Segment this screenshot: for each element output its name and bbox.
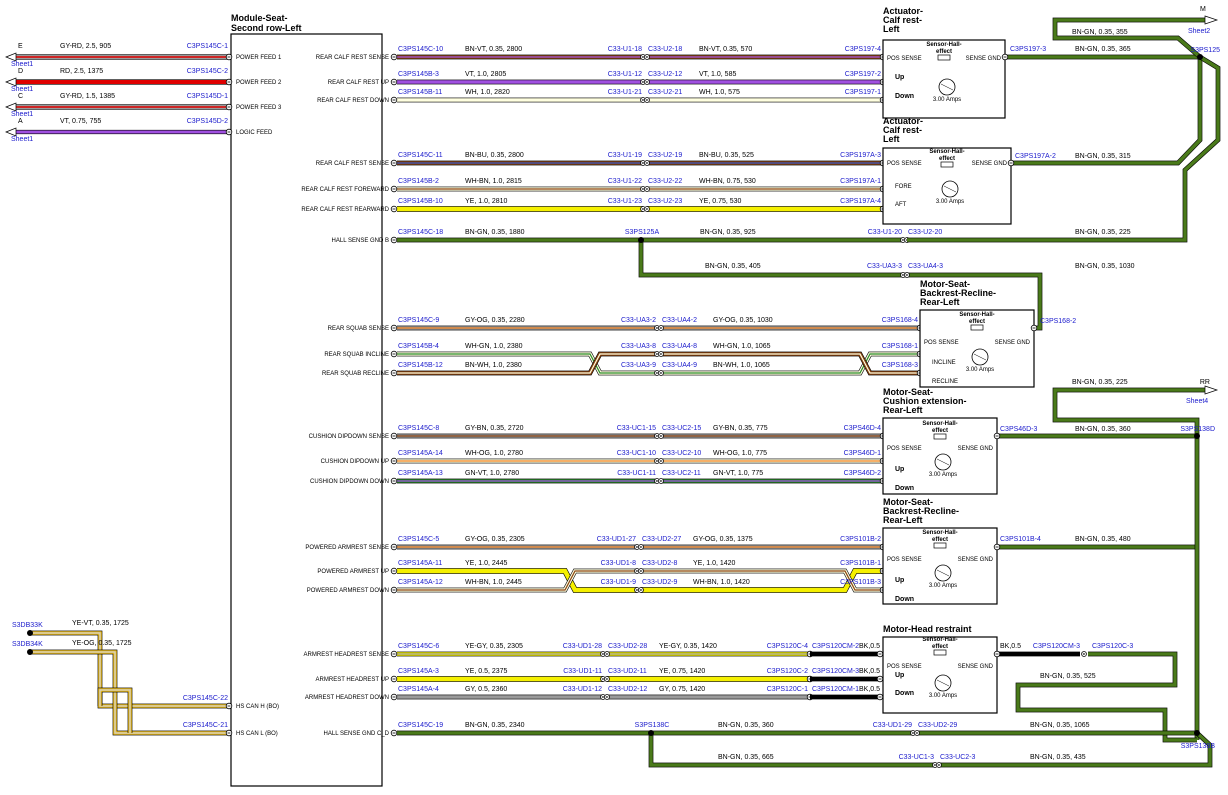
bk-wire-label: BK,0.5 <box>858 668 880 675</box>
pos-sense-label: POS SENSE <box>887 56 922 62</box>
splice-dot <box>27 630 33 636</box>
sensor-label: Sensor-Hall- <box>922 530 958 536</box>
wire-label: BN-GN, 0.35, 525 <box>1040 673 1096 680</box>
component-title: Actuator- <box>883 116 923 126</box>
component-title: Left <box>883 134 900 144</box>
start-connector: C3PS145C-6 <box>398 643 440 650</box>
module-box <box>231 34 382 786</box>
wire-label: WH-GN, 1.0, 2380 <box>465 343 523 350</box>
end-connector-2: C3PS120CM-1 <box>812 686 860 693</box>
motor-lead-label: INCLINE <box>932 360 956 366</box>
component-title: Motor-Seat- <box>883 497 933 507</box>
inline-connector-label: C33-U2-20 <box>908 229 943 236</box>
wire-label: WH-GN, 1.0, 1065 <box>713 343 771 350</box>
start-connector: C3PS145A-14 <box>398 450 443 457</box>
wire-label: YE, 0.75, 530 <box>699 198 742 205</box>
wire-label: BN-WH, 1.0, 1065 <box>713 362 770 369</box>
module-title-2: Second row-Left <box>231 23 302 33</box>
wire-label: BN-GN, 0.35, 480 <box>1075 536 1131 543</box>
motor-lead-label: Down <box>895 485 915 492</box>
motor-lead-label: Down <box>895 93 915 100</box>
wire-label: BN-BU, 0.35, 525 <box>699 152 754 159</box>
wire-label: WH-BN, 1.0, 2445 <box>465 579 522 586</box>
inline-connector-label: C33-U1-21 <box>607 89 642 96</box>
feed-wire-label: RD, 2.5, 1375 <box>60 68 104 75</box>
inline-connector-label: C33-U2-18 <box>648 46 683 53</box>
inline-connector-label: C33-UD2-29 <box>918 722 958 729</box>
motor-amps: 3.00 Amps <box>928 583 958 589</box>
inline-connector-label: C33-UC1-3 <box>898 754 934 761</box>
inline-connector-label: C33-UC1-10 <box>616 450 656 457</box>
hall-sensor-icon <box>934 650 946 655</box>
wire-label: WH-OG, 1.0, 775 <box>713 450 768 457</box>
inline-connector-label: C33-U1-20 <box>867 229 902 236</box>
wire-label: BN-GN, 0.35, 360 <box>718 722 774 729</box>
module-pin-label: REAR CALF REST REARWARD <box>301 207 389 213</box>
module-pin-label: POWER FEED 2 <box>236 80 282 86</box>
wire-label: BN-GN, 0.35, 925 <box>700 229 756 236</box>
sense-gnd-label: SENSE GND <box>957 446 993 452</box>
inline-connector-label: C33-UA4-2 <box>662 317 698 324</box>
pos-sense-label: POS SENSE <box>887 557 922 563</box>
wire-label: BN-GN, 0.35, 315 <box>1075 153 1131 160</box>
offsheet-sheet-link: Sheet2 <box>1188 28 1211 35</box>
inline-connector-label: C33-UC2-3 <box>940 754 976 761</box>
end-connector: C3PS168-3 <box>881 362 918 369</box>
module-pin-label: CUSHION DIPDOWN UP <box>320 459 389 465</box>
wire-label: GY-OG, 0.35, 2280 <box>465 317 525 324</box>
inline-connector-label: C33-UD1-29 <box>872 722 912 729</box>
splice-dot <box>1197 54 1203 60</box>
pos-sense-label: POS SENSE <box>887 446 922 452</box>
wire-label: YE-GY, 0.35, 1420 <box>659 643 717 650</box>
wire-label: YE-VT, 0.35, 1725 <box>72 620 129 627</box>
inline-connector-label: C33-U1-23 <box>607 198 642 205</box>
motor-amps: 3.00 Amps <box>928 693 958 699</box>
inline-connector-label: C33-U1-18 <box>607 46 642 53</box>
feed-letter: C <box>18 93 24 100</box>
component-title: Left <box>883 24 900 34</box>
end-connector: C3PS197A-3 <box>840 152 881 159</box>
inline-connector-label: C33-UD1-11 <box>563 668 602 675</box>
bk-wire-label: BK,0.5 <box>858 686 880 693</box>
motor-amps: 3.00 Amps <box>928 472 958 478</box>
wire-label: BN-GN, 0.35, 2340 <box>465 722 525 729</box>
sense-gnd-label: SENSE GND <box>957 664 993 670</box>
inline-connector-label: C33-UA3-2 <box>620 317 656 324</box>
sense-gnd-label: SENSE GND <box>965 56 1001 62</box>
module-pin-label: HS CAN H (BO) <box>236 704 280 710</box>
module-pin-label: REAR CALF REST SENSE <box>315 161 389 167</box>
motor-amps: 3.00 Amps <box>935 199 965 205</box>
end-connector: C3PS197-3 <box>1010 46 1047 53</box>
hall-sensor-icon <box>941 162 953 167</box>
feed-sheet-link: Sheet1 <box>11 111 34 118</box>
end-connector: C3PS101B-4 <box>1000 536 1041 543</box>
hall-sensor-icon <box>971 325 983 330</box>
module-pin-label: ARMREST HEADREST SENSE <box>303 652 389 658</box>
wire-label: GY, 0.5, 2360 <box>465 686 508 693</box>
wire-label: YE, 0.5, 2375 <box>465 668 508 675</box>
wire-label: GN-VT, 1.0, 2780 <box>465 470 520 477</box>
motor-lead-label: Up <box>895 466 905 473</box>
start-connector: C3PS145C-10 <box>398 46 444 53</box>
wire-label: WH, 1.0, 2820 <box>465 89 510 96</box>
start-connector: C3PS145B-10 <box>398 198 443 205</box>
start-connector: C3PS145C-8 <box>398 425 440 432</box>
inline-connector-label: C33-UD1-27 <box>596 536 636 543</box>
end-connector-2: C3PS120CM-2 <box>812 643 860 650</box>
splice-label: S3PS125 <box>1190 47 1220 54</box>
component-title: Backrest-Recline- <box>883 506 960 516</box>
motor-lead-label: FORE <box>895 184 912 190</box>
inline-connector-label: C33-UC2-11 <box>662 470 701 477</box>
start-connector: C3PS145A-4 <box>398 686 439 693</box>
component-title: Motor-Seat- <box>920 279 970 289</box>
offsheet-letter: M <box>1200 6 1206 13</box>
feed-connector: C3PS145C-1 <box>186 43 228 50</box>
wire-label: BN-GN, 0.35, 1065 <box>1030 722 1090 729</box>
wire-label: VT, 1.0, 585 <box>699 71 737 78</box>
feed-letter: E <box>18 43 23 50</box>
feed-wire-label: GY-RD, 1.5, 1385 <box>60 93 115 100</box>
end-connector: C3PS101B-3 <box>840 579 881 586</box>
offsheet-arrow <box>6 53 16 61</box>
sensor-label: Sensor-Hall- <box>926 42 962 48</box>
wire-label: GY-OG, 0.35, 1030 <box>713 317 773 324</box>
end-connector: C3PS197-1 <box>844 89 881 96</box>
wire-label: BN-GN, 0.35, 1880 <box>465 229 525 236</box>
start-connector: C3PS145C-11 <box>398 152 443 159</box>
feed-sheet-link: Sheet1 <box>11 61 34 68</box>
inline-connector-label: C33-UC1-11 <box>617 470 656 477</box>
start-connector: C3PS145C-5 <box>398 536 440 543</box>
inline-connector-label: C33-U2-21 <box>648 89 683 96</box>
feed-connector: C3PS145D-2 <box>186 118 228 125</box>
module-pin-label: ARMREST HEADREST DOWN <box>304 695 389 701</box>
wire-label: BN-GN, 0.35, 405 <box>705 263 761 270</box>
splice-label: S3DB33K <box>12 622 43 629</box>
component-title: Rear-Left <box>883 515 923 525</box>
module-pin-label: CUSHION DIPDOWN DOWN <box>310 479 389 485</box>
component-title: Motor-Head restraint <box>883 624 972 634</box>
hall-sensor-icon <box>934 434 946 439</box>
wire-label: BN-GN, 0.35, 365 <box>1075 46 1131 53</box>
end-connector: C3PS197A-1 <box>840 178 881 185</box>
inline-connector-label: C33-UA3-3 <box>866 263 902 270</box>
component-title: Calf rest- <box>883 125 923 135</box>
module-pin-label: HALL SENSE GND C_D <box>323 731 389 737</box>
start-connector: C3PS145C-22 <box>182 695 228 702</box>
wire-label: BN-VT, 0.35, 2800 <box>465 46 523 53</box>
module-pin-label: CUSHION DIPDOWN SENSE <box>308 434 389 440</box>
splice-dot <box>648 730 654 736</box>
module-title: Module-Seat- <box>231 13 288 23</box>
end-connector: C3PS101B-2 <box>840 536 881 543</box>
offsheet-arrow <box>1205 16 1217 24</box>
end-connector: C3PS168-2 <box>1040 318 1077 325</box>
end-connector: C3PS197A-4 <box>840 198 881 205</box>
splice-label: S3DB34K <box>12 641 43 648</box>
ground-wire-outline <box>1011 57 1200 163</box>
wire-label: YE-OG, 0.35, 1725 <box>72 640 132 647</box>
wire-label: WH-OG, 1.0, 2780 <box>465 450 523 457</box>
wire-label: YE, 1.0, 2445 <box>465 560 508 567</box>
inline-connector-label: C33-UD1-12 <box>562 686 602 693</box>
component-title: Motor-Seat- <box>883 387 933 397</box>
end-connector: C3PS120C-3 <box>1092 643 1134 650</box>
inline-connector-label: C33-UD2-9 <box>642 579 678 586</box>
motor-lead-label: Up <box>895 672 905 679</box>
motor-lead-label: Up <box>895 577 905 584</box>
offsheet-arrow <box>6 128 16 136</box>
feed-sheet-link: Sheet1 <box>11 86 34 93</box>
feed-connector: C3PS145D-1 <box>186 93 228 100</box>
offsheet-arrow <box>6 78 16 86</box>
module-pin-label: REAR CALF REST SENSE <box>315 55 389 61</box>
end-connector: C3PS120CM-3 <box>1032 643 1080 650</box>
end-connector: C3PS168-1 <box>881 343 918 350</box>
hall-sensor-icon <box>934 543 946 548</box>
inline-connector-label: C33-UC2-10 <box>662 450 702 457</box>
wire-label: YE, 1.0, 1420 <box>693 560 736 567</box>
module-pin-label: POWER FEED 3 <box>236 105 282 111</box>
module-pin-label: POWERED ARMREST SENSE <box>305 545 389 551</box>
inline-connector-label: C33-UD2-27 <box>642 536 682 543</box>
module-pin-label: REAR SQUAB RECLINE <box>321 371 389 377</box>
splice-dot <box>1194 730 1200 736</box>
module-pin-label: REAR CALF REST FOREWARD <box>301 187 389 193</box>
wire-label: BN-GN, 0.35, 360 <box>1075 426 1131 433</box>
inline-connector-label: C33-UD2-11 <box>608 668 647 675</box>
wire-label: BN-GN, 0.35, 225 <box>1075 229 1131 236</box>
module-pin-label: HS CAN L (BO) <box>236 731 278 737</box>
sensor-label: effect <box>931 428 949 434</box>
wire-label: WH-BN, 1.0, 1420 <box>693 579 750 586</box>
module-pin-label: REAR CALF REST UP <box>327 80 389 86</box>
feed-wire-label: VT, 0.75, 755 <box>60 118 102 125</box>
feed-sheet-link: Sheet1 <box>11 136 34 143</box>
inline-connector-label: C33-U1-19 <box>607 152 642 159</box>
motor-lead-label: Up <box>895 74 905 81</box>
motor-lead-label: Down <box>895 596 915 603</box>
end-connector: C3PS120C-2 <box>766 668 808 675</box>
inline-connector-label: C33-UD1-9 <box>600 579 636 586</box>
sensor-label: effect <box>931 644 949 650</box>
inline-connector-label: C33-U1-22 <box>607 178 642 185</box>
wire-label: WH, 1.0, 575 <box>699 89 740 96</box>
splice-label: S3PS125A <box>624 229 660 236</box>
inline-connector-label: C33-UA3-8 <box>620 343 656 350</box>
sense-gnd-label: SENSE GND <box>971 161 1007 167</box>
wire-label: GY-OG, 0.35, 2305 <box>465 536 525 543</box>
offsheet-sheet-link: Sheet4 <box>1186 398 1209 405</box>
ground-wire-outline <box>651 733 935 765</box>
module-pin-label: HALL SENSE GND B <box>331 238 389 244</box>
wire-label: BN-BU, 0.35, 2800 <box>465 152 524 159</box>
sense-gnd-label: SENSE GND <box>994 340 1030 346</box>
start-connector: C3PS145A-3 <box>398 668 439 675</box>
component-title: Calf rest- <box>883 15 923 25</box>
sensor-label: effect <box>935 49 953 55</box>
inline-connector-label: C33-U1-12 <box>607 71 642 78</box>
inline-connector-label: C33-U2-19 <box>648 152 683 159</box>
bk-wire-label: BK,0.5 <box>858 643 880 650</box>
sensor-label: effect <box>931 537 949 543</box>
wire-label: GY, 0.75, 1420 <box>659 686 706 693</box>
start-connector: C3PS145B-11 <box>398 89 443 96</box>
start-connector: C3PS145C-9 <box>398 317 440 324</box>
module-pin-label: POWERED ARMREST DOWN <box>306 588 389 594</box>
end-connector: C3PS46D-2 <box>843 470 881 477</box>
offsheet-arrow <box>6 103 16 111</box>
start-connector: C3PS145A-13 <box>398 470 443 477</box>
inline-connector-label: C33-UD2-8 <box>642 560 678 567</box>
module-pin-label: POWERED ARMREST UP <box>317 569 389 575</box>
inline-connector-label: C33-UA4-9 <box>662 362 698 369</box>
inline-connector-label: C33-U2-12 <box>648 71 683 78</box>
sensor-label: Sensor-Hall- <box>929 149 965 155</box>
feed-connector: C3PS145C-2 <box>186 68 228 75</box>
component-title: Backrest-Recline- <box>920 288 997 298</box>
wire-label: YE, 0.75, 1420 <box>659 668 706 675</box>
wire-label: GY-BN, 0.35, 775 <box>713 425 768 432</box>
module-pin-label: REAR SQUAB SENSE <box>327 326 389 332</box>
wire-label: WH-BN, 0.75, 530 <box>699 178 756 185</box>
motor-amps: 3.00 Amps <box>965 367 995 373</box>
end-connector: C3PS120C-4 <box>766 643 808 650</box>
bk-wire-label: BK,0.5 <box>1000 643 1022 650</box>
ground-wire <box>651 733 935 765</box>
splice-dot <box>638 237 644 243</box>
sense-gnd-label: SENSE GND <box>957 557 993 563</box>
component-title: Cushion extension- <box>883 396 967 406</box>
end-connector: C3PS46D-3 <box>1000 426 1038 433</box>
wire-label: WH-BN, 1.0, 2815 <box>465 178 522 185</box>
sensor-label: Sensor-Hall- <box>922 637 958 643</box>
module-pin-label: REAR SQUAB INCLINE <box>324 352 389 358</box>
end-connector: C3PS46D-1 <box>843 450 881 457</box>
end-connector: C3PS120C-1 <box>766 686 808 693</box>
start-connector: C3PS145B-12 <box>398 362 443 369</box>
component-title: Rear-Left <box>883 405 923 415</box>
end-connector: C3PS197A-2 <box>1015 153 1056 160</box>
ground-wire <box>1011 57 1200 163</box>
wire-label: YE-GY, 0.35, 2305 <box>465 643 523 650</box>
end-connector: C3PS168-4 <box>881 317 918 324</box>
wire-label: BN-GN, 0.35, 1030 <box>1075 263 1135 270</box>
end-connector: C3PS197-2 <box>844 71 881 78</box>
splice-dot <box>1194 433 1200 439</box>
wire-label: GY-BN, 0.35, 2720 <box>465 425 524 432</box>
component-title: Actuator- <box>883 6 923 16</box>
pos-sense-label: POS SENSE <box>887 664 922 670</box>
module-pin-label: LOGIC FEED <box>236 130 273 136</box>
sensor-label: effect <box>968 319 986 325</box>
splice-label: S3PS138B <box>1180 743 1215 750</box>
end-connector: C3PS46D-4 <box>843 425 881 432</box>
splice-dot <box>27 649 33 655</box>
inline-connector-label: C33-UA4-8 <box>662 343 698 350</box>
start-connector: C3PS145C-19 <box>398 722 444 729</box>
inline-connector-label: C33-UA4-3 <box>908 263 944 270</box>
wire-label: BN-WH, 1.0, 2380 <box>465 362 522 369</box>
inline-connector-label: C33-UD2-28 <box>608 643 648 650</box>
start-connector: C3PS145C-21 <box>182 722 228 729</box>
pos-sense-label: POS SENSE <box>924 340 959 346</box>
pos-sense-label: POS SENSE <box>887 161 922 167</box>
inline-connector-label: C33-UD1-28 <box>562 643 602 650</box>
sensor-label: Sensor-Hall- <box>922 421 958 427</box>
start-connector: C3PS145B-4 <box>398 343 439 350</box>
start-connector: C3PS145C-18 <box>398 229 444 236</box>
feed-letter: D <box>18 68 24 75</box>
wire-label: BN-GN, 0.35, 665 <box>718 754 774 761</box>
start-connector: C3PS145B-3 <box>398 71 439 78</box>
splice-label: S3PS138C <box>634 722 670 729</box>
wire-label: BN-VT, 0.35, 570 <box>699 46 753 53</box>
module-pin-label: REAR CALF REST DOWN <box>317 98 389 104</box>
module-pin-label: POWER FEED 1 <box>236 55 282 61</box>
end-connector-2: C3PS120CM-3 <box>812 668 860 675</box>
inline-connector-label: C33-UD2-12 <box>608 686 648 693</box>
sensor-label: effect <box>938 156 956 162</box>
wire-label: VT, 1.0, 2805 <box>465 71 507 78</box>
feed-letter: A <box>18 118 23 125</box>
start-connector: C3PS145A-11 <box>398 560 443 567</box>
component-title: Rear-Left <box>920 297 960 307</box>
wire-label: YE, 1.0, 2810 <box>465 198 508 205</box>
end-connector: C3PS197-4 <box>844 46 881 53</box>
inline-connector-label: C33-UD1-8 <box>600 560 636 567</box>
offsheet-arrow <box>1205 386 1217 394</box>
module-pin-label: ARMREST HEADREST UP <box>315 677 389 683</box>
inline-connector-label: C33-UA3-9 <box>620 362 656 369</box>
wire-label: GY-OG, 0.35, 1375 <box>693 536 753 543</box>
splice-label: S3PS138D <box>1180 426 1215 433</box>
motor-lead-label: RECLINE <box>932 379 959 385</box>
wire-label: BN-GN, 0.35, 225 <box>1072 379 1128 386</box>
hall-sensor-icon <box>938 55 950 60</box>
start-connector: C3PS145B-2 <box>398 178 439 185</box>
wire-label: BN-GN, 0.35, 355 <box>1072 29 1128 36</box>
offsheet-letter: RR <box>1199 379 1210 386</box>
inline-connector-label: C33-UC1-15 <box>616 425 656 432</box>
inline-connector-label: C33-UC2-15 <box>662 425 702 432</box>
motor-amps: 3.00 Amps <box>932 97 962 103</box>
feed-wire-label: GY-RD, 2.5, 905 <box>60 43 112 50</box>
wire-label: GN-VT, 1.0, 775 <box>713 470 764 477</box>
start-connector: C3PS145A-12 <box>398 579 443 586</box>
inline-connector-label: C33-U2-23 <box>648 198 683 205</box>
end-connector: C3PS101B-1 <box>840 560 881 567</box>
inline-connector-label: C33-U2-22 <box>648 178 683 185</box>
motor-lead-label: Down <box>895 690 915 697</box>
wire-label: BN-GN, 0.35, 435 <box>1030 754 1086 761</box>
motor-lead-label: AFT <box>895 202 907 208</box>
sensor-label: Sensor-Hall- <box>959 312 995 318</box>
